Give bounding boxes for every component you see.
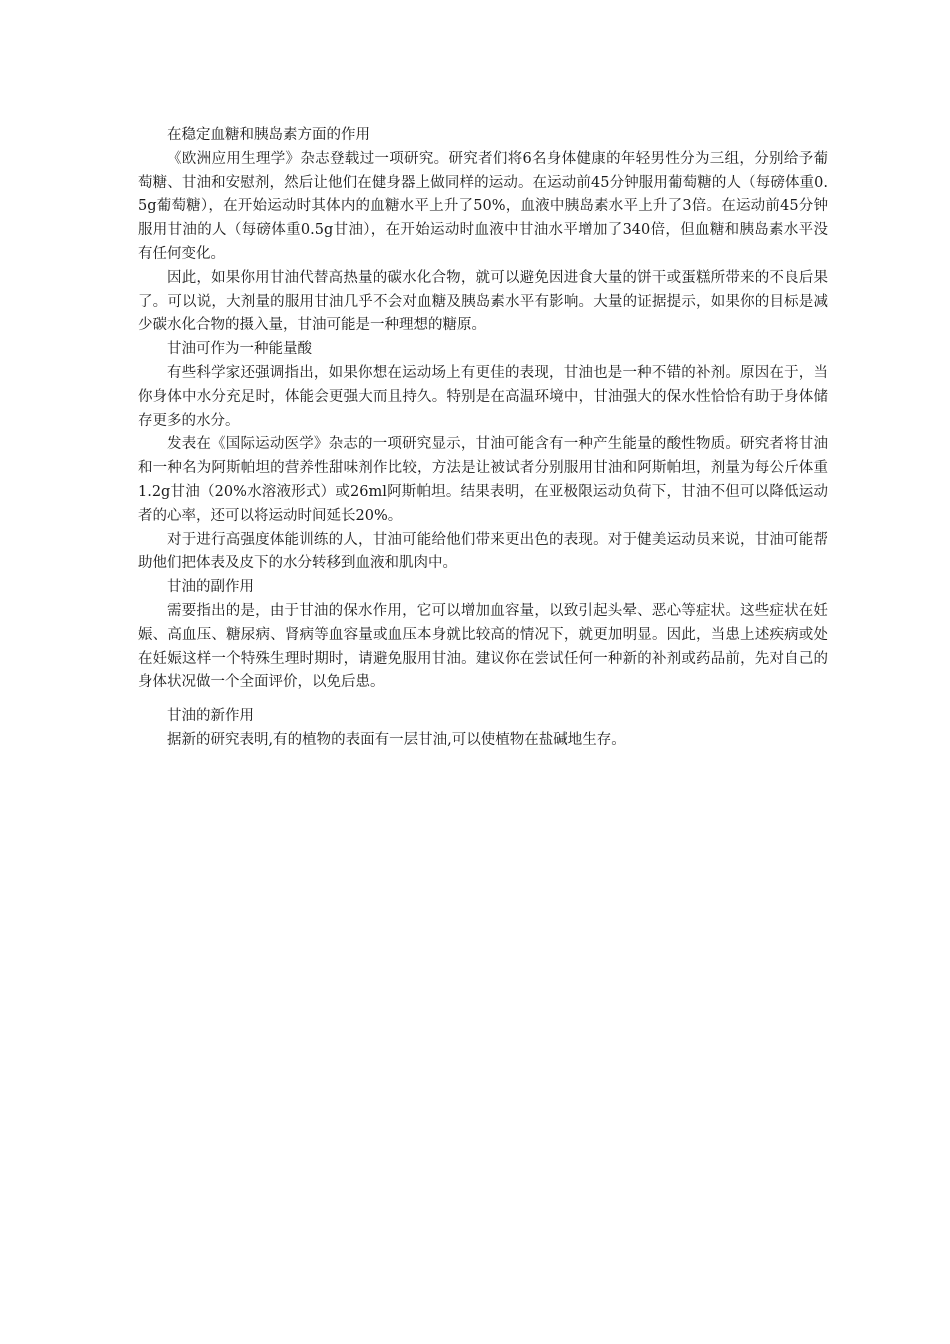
- paragraph-carb-replacement: 因此，如果你用甘油代替高热量的碳水化合物，就可以避免因进食大量的饼干或蛋糕所带来的不良后果了。可以说，大剂量的服用甘油几乎不会对血糖及胰岛素水平有影响。大量的证据提示，如果你的目标是减少碳水化合物的摄入量，甘油可能是一种理想的糖原。: [138, 269, 828, 334]
- section-heading-energy-acid: 甘油可作为一种能量酸: [167, 341, 312, 358]
- paragraph-study-european-journal: 《欧洲应用生理学》杂志登载过一项研究。研究者们将6名身体健康的年轻男性分为三组，分别给予葡萄糖、甘油和安慰剂，然后让他们在健身器上做同样的运动。在运动前45分钟服用葡萄糖的人（每磅体重0.5g葡萄糖），在开始运动时其体内的血糖水平上升了50%，血液中胰岛素水平上升了3倍。在运动前45分钟服用甘油的人（每磅体重0.5g甘油），在开始运动时血液中甘油水平增加了340倍，但血糖和胰岛素水平没有任何变化。: [138, 150, 828, 262]
- section-heading-new-uses: 甘油的新作用: [167, 708, 254, 725]
- paragraph-new-uses: 据新的研究表明,有的植物的表面有一层甘油,可以使植物在盐碱地生存。: [167, 731, 626, 748]
- paragraph-high-intensity-training: 对于进行高强度体能训练的人，甘油可能给他们带来更出色的表现。对于健美运动员来说，甘油可能帮助他们把体表及皮下的水分转移到血液和肌肉中。: [138, 531, 828, 572]
- section-heading-side-effects: 甘油的副作用: [167, 579, 254, 596]
- paragraph-hydration-benefit: 有些科学家还强调指出，如果你想在运动场上有更佳的表现，甘油也是一种不错的补剂。原因在于，当你身体中水分充足时，体能会更强大而且持久。特别是在高温环境中，甘油强大的保水性恰恰有助于身体储存更多的水分。: [138, 364, 828, 429]
- document-page: [138, 124, 828, 753]
- section-heading-blood-sugar: 在稳定血糖和胰岛素方面的作用: [167, 127, 370, 143]
- paragraph-sports-medicine-study: 发表在《国际运动医学》杂志的一项研究显示，甘油可能含有一种产生能量的酸性物质。研究者将甘油和一种名为阿斯帕坦的营养性甜味剂作比较，方法是让被试者分别服用甘油和阿斯帕坦，剂量为每公斤体重1.2g甘油（20%水溶液形式）或26ml阿斯帕坦。结果表明，在亚极限运动负荷下，甘油不但可以降低运动者的心率，还可以将运动时间延长20%。: [138, 436, 828, 524]
- paragraph-side-effects: 需要指出的是，由于甘油的保水作用，它可以增加血容量，以致引起头晕、恶心等症状。这些症状在妊娠、高血压、糖尿病、肾病等血容量或血压本身就比较高的情况下，就更加明显。因此，当患上述疾病或处在妊娠这样一个特殊生理时期时，请避免服用甘油。建议你在尝试任何一种新的补剂或药品前，先对自己的身体状况做一个全面评价，以免后患。: [138, 602, 828, 691]
